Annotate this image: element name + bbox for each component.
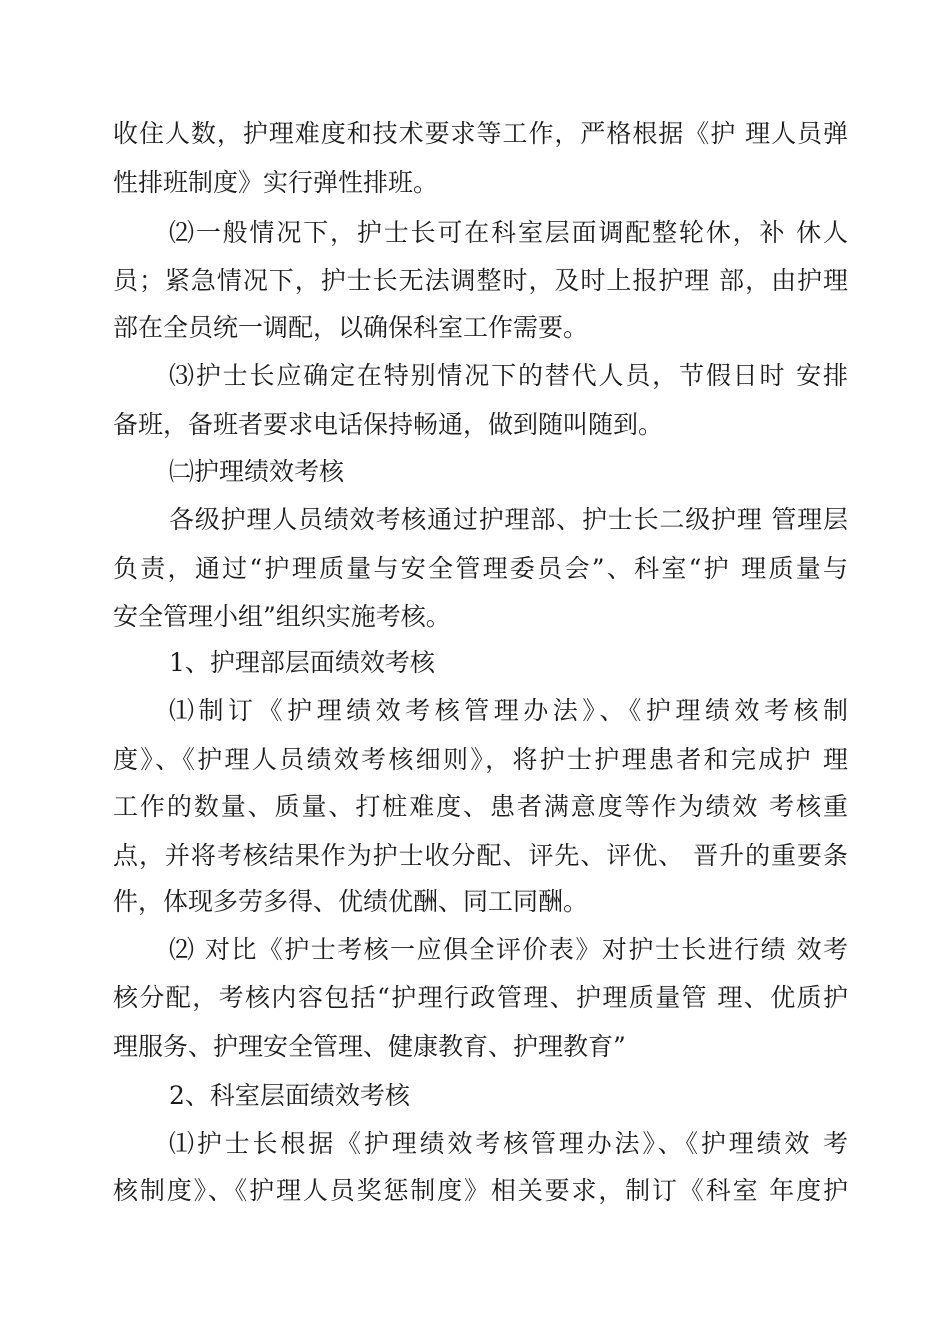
section-heading: ㈡护理绩效考核 [169,457,345,486]
text-line: ⑵ 对比《护士考核一应俱全评价表》对护士长进行绩 效考 [169,935,848,964]
text-line: 件，体现多劳多得、优绩优酬、同工同酬。 [113,887,589,916]
subsection-heading: 1、护理部层面绩效考核 [169,648,435,677]
text-line: 理服务、护理安全管理、健康教育、护理教育” [113,1032,626,1061]
text-line: 工作的数量、质量、打桩难度、患者满意度等作为绩效 考核重 [113,792,848,821]
text-line: ⑴护士长根据《护理绩效考核管理办法》、《护理绩效 考 [169,1129,848,1158]
text-line: 核制度》、《护理人员奖惩制度》相关要求，制订《科室 年度护 [113,1176,848,1205]
text-line: ⑵一般情况下，护士长可在科室层面调配整轮休，补 休人 [169,218,848,247]
text-line: 性排班制度》实行弹性排班。 [113,168,439,197]
text-line: 负责，通过“护理质量与安全管理委员会”、科室“护 理质量与 [113,554,848,583]
text-line: ⑴制订《护理绩效考核管理办法》、《护理绩效考核制 [169,696,848,725]
text-line: 核分配，考核内容包括“护理行政管理、护理质量管 理、优质护 [113,983,848,1012]
text-line: ⑶护士长应确定在特别情况下的替代人员，节假日时 安排 [169,361,848,390]
text-line: 部在全员统一调配，以确保科室工作需要。 [113,313,589,342]
text-line: 度》、《护理人员绩效考核细则》，将护士护理患者和完成护 理 [113,745,848,774]
text-line: 各级护理人员绩效考核通过护理部、护士长二级护理 管理层 [169,505,848,534]
text-line: 备班，备班者要求电话保持畅通，做到随叫随到。 [113,410,664,439]
subsection-heading: 2、科室层面绩效考核 [169,1081,410,1110]
text-line: 收住人数，护理难度和技术要求等工作，严格根据《护 理人员弹 [113,119,848,148]
text-line: 员；紧急情况下，护士长无法调整时，及时上报护理 部，由护理 [113,266,848,295]
text-line: 安全管理小组”组织实施考核。 [113,602,451,631]
text-line: 点，并将考核结果作为护士收分配、评先、评优、 晋升的重要条 [113,841,848,870]
